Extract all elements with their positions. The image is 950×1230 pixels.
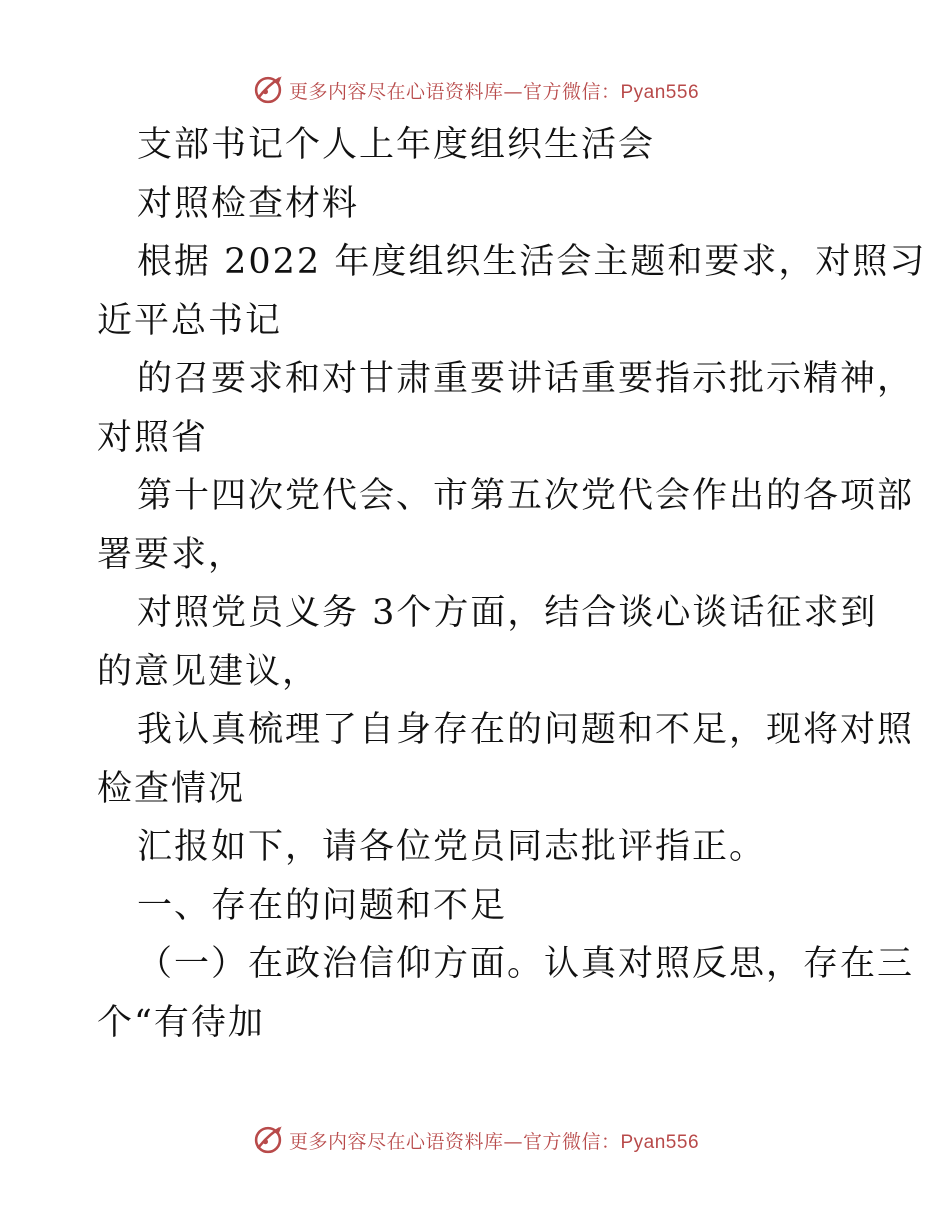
text-line: 支部书记个人上年度组织生活会 — [137, 125, 656, 165]
watermark-text — [289, 1127, 699, 1154]
pen-logo-icon — [251, 73, 285, 107]
footer-watermark — [0, 1120, 950, 1160]
watermark-account: Pyan556 — [620, 1131, 700, 1153]
text-line: （一）在政治信仰方面。认真对照反思，存在三 — [137, 944, 915, 984]
text-line: 对照检查材料 — [137, 183, 360, 224]
watermark-label: 更多内容尽在心语资料库—官方微信： — [288, 1130, 621, 1153]
text-line: 对照党员义务 3个方面，结合谈心谈话征求到 — [137, 593, 878, 633]
pen-logo-icon — [251, 1123, 285, 1157]
text-line: 署要求， — [97, 534, 246, 575]
text-line: 的召要求和对甘肃重要讲话重要指示批示精神， — [137, 359, 915, 399]
text-line: 的意见建议， — [97, 651, 320, 692]
watermark-text — [289, 77, 699, 104]
text-line: 我认真梳理了自身存在的问题和不足，现将对照 — [137, 710, 915, 750]
text-line: 第十四次党代会、市第五次党代会作出的各项部 — [137, 476, 915, 516]
document-body — [97, 116, 927, 1052]
watermark-account: Pyan556 — [620, 81, 700, 103]
text-line: 汇报如下，请各位党员同志批评指正。 — [137, 827, 767, 867]
header-watermark — [0, 70, 950, 110]
section-heading: 一、存在的问题和不足 — [137, 885, 508, 926]
text-line: 对照省 — [97, 417, 209, 458]
watermark-label: 更多内容尽在心语资料库—官方微信： — [288, 80, 621, 103]
text-line: 检查情况 — [97, 768, 246, 809]
text-line: 个“有待加 — [97, 1002, 265, 1043]
text-line: 近平总书记 — [97, 300, 283, 341]
text-line: 根据 2022 年度组织生活会主题和要求，对照习 — [137, 242, 927, 282]
